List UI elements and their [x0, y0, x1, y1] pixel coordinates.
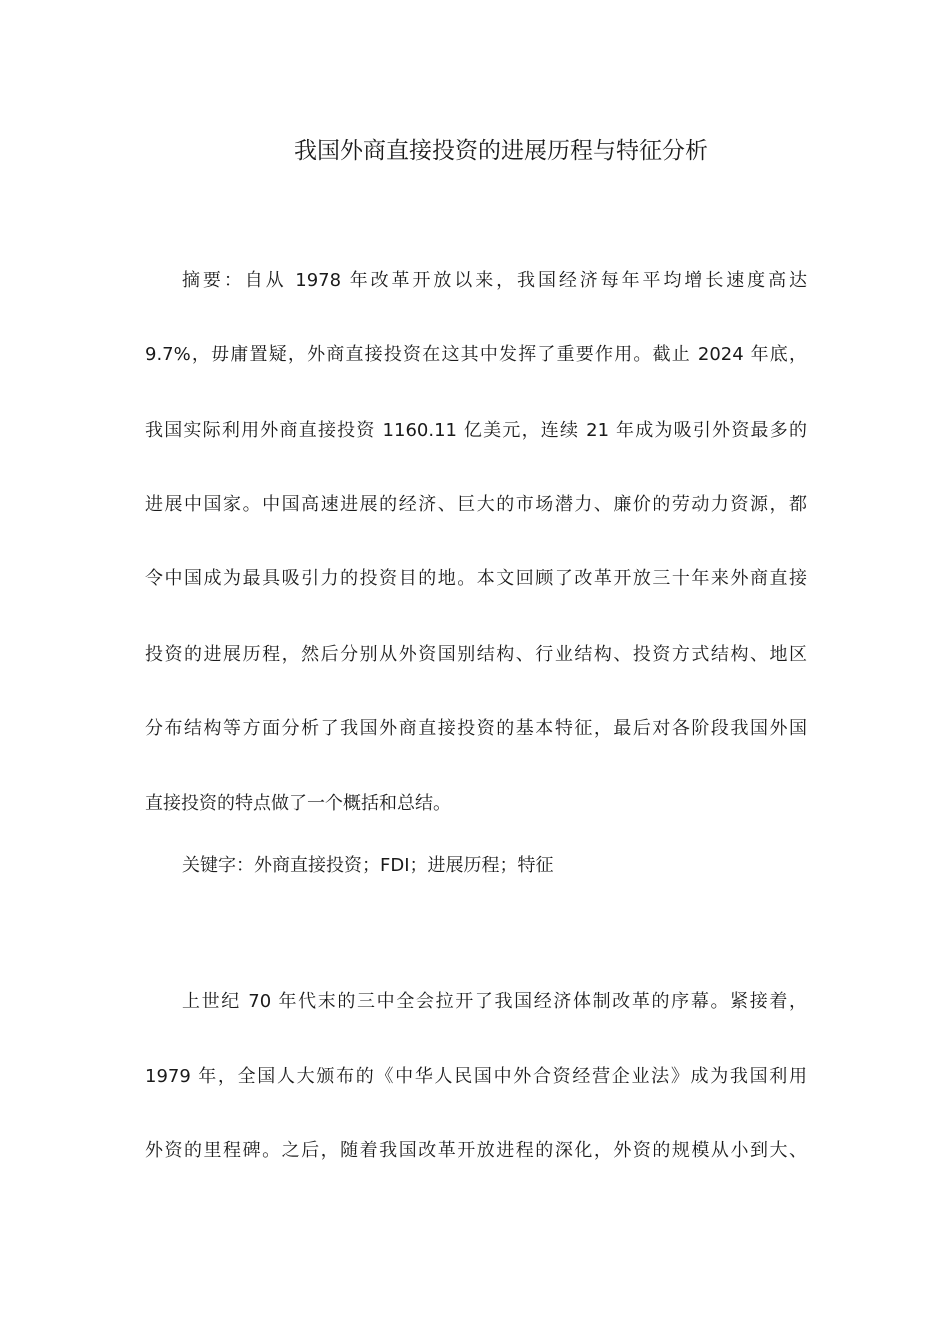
abstract-line: 分布结构等方面分析了我国外商直接投资的基本特征，最后对各阶段我国外国	[145, 718, 807, 739]
abstract-line: 直接投资的特点做了一个概括和总结。	[145, 793, 451, 814]
abstract-line: 投资的进展历程，然后分别从外资国别结构、行业结构、投资方式结构、地区	[145, 644, 807, 665]
abstract-line: 进展中国家。中国高速进展的经济、巨大的市场潜力、廉价的劳动力资源，都	[145, 494, 807, 515]
abstract-line: 摘要：自从 1978 年改革开放以来，我国经济每年平均增长速度高达	[182, 270, 807, 291]
body-line: 1979 年，全国人大颁布的《中华人民国中外合资经营企业法》成为我国利用	[145, 1066, 807, 1087]
keywords-line: 关键字：外商直接投资；FDI；进展历程；特征	[182, 855, 554, 876]
body-line: 上世纪 70 年代末的三中全会拉开了我国经济体制改革的序幕。紧接着，	[182, 991, 807, 1012]
abstract-line: 我国实际利用外商直接投资 1160.11 亿美元，连续 21 年成为吸引外资最多的	[145, 420, 807, 441]
abstract-line: 9.7%，毋庸置疑，外商直接投资在这其中发挥了重要作用。截止 2024 年底，	[145, 344, 807, 365]
body-line: 外资的里程碑。之后，随着我国改革开放进程的深化，外资的规模从小到大、	[145, 1140, 807, 1161]
document-title: 我国外商直接投资的进展历程与特征分析	[294, 138, 708, 164]
abstract-line: 令中国成为最具吸引力的投资目的地。本文回顾了改革开放三十年来外商直接	[145, 568, 807, 589]
